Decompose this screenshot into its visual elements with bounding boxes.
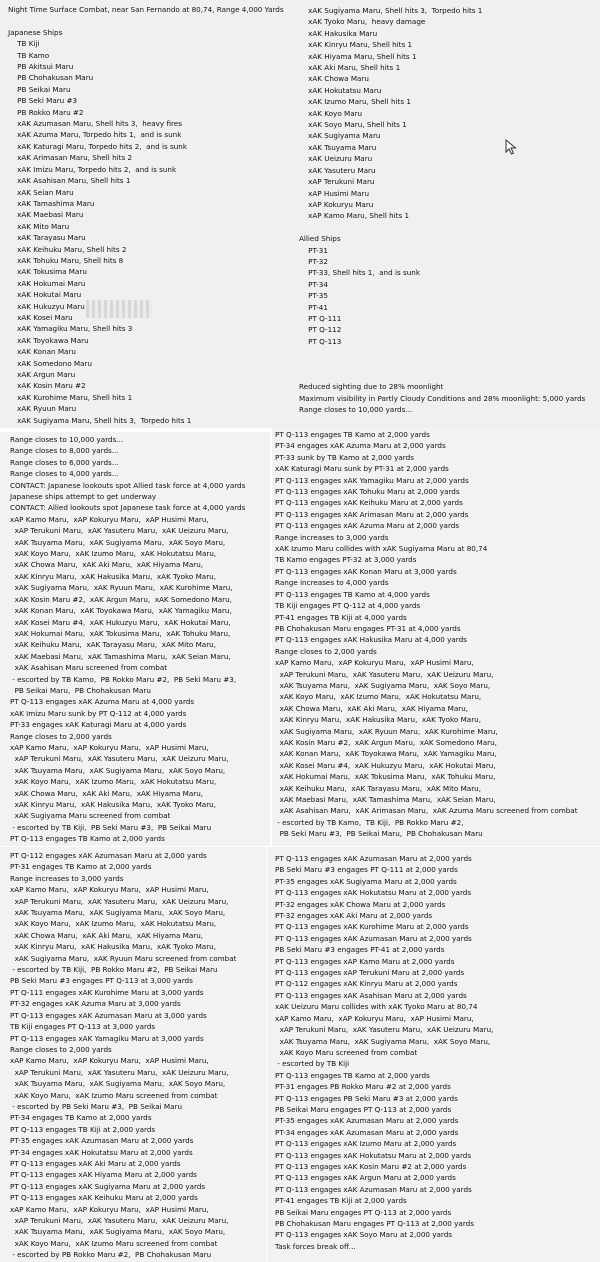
report-line: PT-33, Shell hits 1, and is sunk [299, 268, 421, 278]
report-line: - escorted by PB Seki Maru #3, PB Seikai Maru [10, 1101, 183, 1111]
report-line: Japanese Ships [8, 27, 63, 37]
report-line: xAK Kinryu Maru, Shell hits 1 [299, 40, 413, 50]
report-line: xAK Hokutatsu Maru [299, 85, 382, 95]
report-line: PT Q-113 engages TB Kamo at 2,000 yards [275, 1070, 430, 1080]
report-line: xAK Izumo Maru, Shell hits 1 [299, 97, 411, 107]
report-line: xAK Keihuku Maru, xAK Tarayasu Maru, xAK Mito Maru, [10, 640, 216, 650]
report-line: PT-34 engages xAK Hokutatsu Maru at 2,000 yards [10, 1147, 193, 1157]
report-line: - escorted by TB Kiji [275, 1059, 350, 1069]
report-line: xAP Kokuryu Maru [299, 199, 374, 209]
report-line: PT-32 engages xAK Aki Maru at 2,000 yards [275, 911, 433, 921]
report-line: xAP Terukuni Maru, xAK Yasuteru Maru, xAK Ueizuru Maru, [10, 754, 229, 764]
report-line: xAK Izumo Maru collides with xAK Sugiyama Maru at 80,74 [275, 544, 488, 554]
report-line: PT Q-112 engages xAK Kinryu Maru at 2,000 yards [275, 979, 458, 989]
report-line: xAK Imizu Maru sunk by PT Q-112 at 4,000 yards [10, 708, 187, 718]
report-line: xAK Hukuzyu Maru [8, 301, 85, 311]
report-line: PB Seikai Maru, PB Chohakusan Maru [10, 685, 151, 695]
report-line: - escorted by TB Kamo, TB Kiji, PB Rokko Maru #2, [275, 817, 464, 827]
report-line: xAP Kamo Maru, Shell hits 1 [299, 211, 410, 221]
report-line: xAK Mito Maru [8, 221, 70, 231]
report-line: xAK Hakusika Maru [299, 28, 378, 38]
report-line: PT Q-113 engages xAK Kurohime Maru at 2,000 yards [275, 922, 469, 932]
report-line: xAK Kosin Maru #2, xAK Argun Maru, xAK Somedono Maru, [275, 737, 497, 747]
combat-report-panel-1 [0, 0, 296, 428]
report-line: PT Q-113 engages TB Kamo at 4,000 yards [275, 589, 430, 599]
report-line: PT Q-113 engages xAK Keihuku Maru at 2,000 yards [10, 1193, 198, 1203]
report-line: Maximum visibility in Partly Cloudy Conditions and 28% moonlight: 5,000 yards [299, 393, 586, 403]
report-line: PT Q-113 engages xAK Yamagiku Maru at 3,000 yards [10, 1033, 204, 1043]
report-line: PT Q-111 [299, 313, 342, 323]
combat-report-panel-2 [296, 0, 600, 428]
report-line: PT Q-113 engages xAK Hokutatsu Maru at 2,000 yards [275, 888, 472, 898]
report-line: xAK Koyo Maru, xAK Izumo Maru screened from combat [10, 1238, 218, 1248]
report-line: xAK Konan Maru, xAK Toyokawa Maru, xAK Yamagiku Maru, [275, 749, 497, 759]
mouse-pointer-icon [505, 139, 517, 155]
report-line: xAK Sugiyama Maru screened from combat [10, 811, 171, 821]
report-line: PT Q-113 engages xAK Arimasan Maru at 2,000 yards [275, 509, 469, 519]
report-line: xAK Koyo Maru, xAK Izumo Maru, xAK Hokutatsu Maru, [10, 919, 217, 929]
report-line: xAK Hokutai Maru [8, 290, 82, 300]
report-line: xAK Tsuyama Maru [299, 142, 377, 152]
report-line: xAK Koyo Maru screened from combat [275, 1047, 418, 1057]
report-line: PT-34 engages xAK Azumasan Maru at 2,000 yards [275, 1127, 459, 1137]
report-line: PT Q-113 engages xAK Tohuku Maru at 2,000 yards [275, 487, 460, 497]
report-line: PT Q-113 engages xAK Keihuku Maru at 2,000 yards [275, 498, 463, 508]
report-line: PT Q-113 engages TB Kiji at 2,000 yards [10, 1124, 156, 1134]
report-line: xAK Asahisan Maru, xAK Arimasan Maru, xAK Azuma Maru screened from combat [275, 806, 578, 816]
report-line: PT Q-113 engages xAK Argun Maru at 2,000 yards [275, 1173, 456, 1183]
report-line: PB Seikai Maru engages PT Q-113 at 2,000 yards [275, 1104, 452, 1114]
report-line: PT Q-112 [299, 325, 342, 335]
report-line: PT Q-113 engages xAK Soyo Maru at 2,000 yards [275, 1230, 453, 1240]
report-line: PT-41 engages TB Kiji at 4,000 yards [275, 612, 407, 622]
report-line: PT-34 [299, 279, 328, 289]
report-line: xAP Kamo Maru, xAP Kokuryu Maru, xAP Husimi Maru, [275, 1013, 474, 1023]
report-line: PB Seki Maru #3, PB Seikai Maru, PB Chohakusan Maru [275, 829, 483, 839]
report-line: xAP Terukuni Maru, xAK Yasuteru Maru, xAK Ueizuru Maru, [10, 526, 229, 536]
report-line: xAK Sugiyama Maru [299, 131, 381, 141]
report-line: PB Seikai Maru [8, 84, 71, 94]
report-line: TB Kiji [8, 39, 40, 49]
report-line: xAK Konan Maru, xAK Toyokawa Maru, xAK Yamagiku Maru, [10, 606, 232, 616]
report-line: xAK Maebasi Maru, xAK Tamashima Maru, xAK Seian Maru, [10, 651, 231, 661]
report-line: PT-35 engages xAK Azumasan Maru at 2,000 yards [275, 1116, 459, 1126]
report-line: PT-34 engages xAK Azuma Maru at 2,000 yards [275, 441, 446, 451]
report-line: PT-32 [299, 256, 328, 266]
report-line: xAK Koyo Maru, xAK Izumo Maru screened from combat [10, 1090, 218, 1100]
report-line: PT Q-111 engages xAK Kurohime Maru at 3,000 yards [10, 987, 204, 997]
report-line: xAK Ryuun Maru [8, 404, 77, 414]
report-line [299, 370, 600, 381]
report-line: xAK Tsuyama Maru, xAK Sugiyama Maru, xAK Soyo Maru, [275, 680, 491, 690]
report-line: xAK Maebasi Maru, xAK Tamashima Maru, xAK Seian Maru, [275, 795, 496, 804]
report-line: Japanese ships attempt to get underway [10, 492, 157, 502]
report-line: PT Q-113 engages xAK Sugiyama Maru at 2,000 yards [10, 1181, 206, 1191]
report-line: xAK Hokumai Maru, xAK Tokusima Maru, xAK Tohuku Maru, [10, 628, 231, 638]
report-line: PT-35 [299, 291, 328, 301]
report-line: Night Time Surface Combat, near San Fernando at 80,74, Range 4,000 Yards [8, 5, 284, 14]
report-line: xAK Tsuyama Maru, xAK Sugiyama Maru, xAK Soyo Maru, [10, 908, 226, 918]
report-line: xAK Kinryu Maru, xAK Hakusika Maru, xAK Tyoko Maru, [10, 942, 217, 952]
report-line: xAP Terukuni Maru, xAK Yasuteru Maru, xAK Ueizuru Maru, [10, 896, 229, 906]
report-line: PT Q-113 engages xAK Yamagiku Maru at 2,000 yards [275, 475, 469, 485]
report-line: - escorted by TB Kamo, PB Rokko Maru #2, PB Seki Maru #3, [10, 674, 237, 684]
report-line: xAP Husimi Maru [299, 188, 370, 198]
report-line: - escorted by TB Kiji, PB Rokko Maru #2, PB Seikai Maru [10, 965, 218, 975]
report-line: PT Q-113 engages xAP Kamo Maru at 2,000 yards [275, 956, 455, 966]
report-line: PT Q-113 engages xAK Hokutatsu Maru at 2,000 yards [275, 1150, 472, 1160]
report-line: xAP Terukuni Maru, xAK Yasuteru Maru, xAK Ueizuru Maru, [275, 1025, 494, 1035]
report-line: PT-41 engages TB Kiji at 2,000 yards [275, 1196, 407, 1206]
report-line: xAK Hiyama Maru, Shell hits 1 [299, 51, 417, 61]
report-line: xAK Keihuku Maru, xAK Tarayasu Maru, xAK Mito Maru, [275, 783, 481, 793]
report-line: xAK Koyo Maru, xAK Izumo Maru, xAK Hokutatsu Maru, [10, 777, 217, 787]
report-line: xAK Maebasi Maru [8, 210, 84, 220]
report-line [299, 347, 600, 358]
report-line: xAK Tamashima Maru [8, 198, 95, 208]
report-line: xAK Arimasan Maru, Shell hits 2 [8, 153, 133, 163]
report-line: PT-31 engages PB Rokko Maru #2 at 2,000 yards [275, 1082, 451, 1092]
report-line: Range closes to 8,000 yards... [10, 446, 119, 456]
report-line: xAK Sugiyama Maru, Shell hits 3, Torpedo hits 1 [299, 6, 483, 15]
report-line: xAK Chowa Maru, xAK Aki Maru, xAK Hiyama Maru, [10, 930, 204, 940]
report-line: xAP Terukuni Maru, xAK Yasuteru Maru, xAK Ueizuru Maru, [10, 1216, 229, 1225]
report-line: PT Q-113 engages xAK Azuma Maru at 2,000 yards [275, 521, 460, 531]
report-line: xAK Azuma Maru, Torpedo hits 1, and is sunk [8, 130, 182, 140]
report-line: xAP Terukuni Maru [299, 177, 375, 187]
report-line: xAK Ueizuru Maru collides with xAK Tyoko Maru at 80,74 [275, 1002, 478, 1012]
report-line: Range closes to 2,000 yards [10, 731, 112, 741]
report-line: Range increases to 3,000 yards [275, 532, 389, 542]
report-line: PB Seki Maru #3 [8, 96, 78, 106]
combat-report-panel-3 [0, 432, 270, 846]
report-line: PT Q-113 engages xAK Hiyama Maru at 2,000 yards [10, 1170, 197, 1180]
report-line: xAP Kamo Maru, xAP Kokuryu Maru, xAP Husimi Maru, [10, 885, 209, 895]
combat-report-panel-6 [267, 847, 600, 1262]
report-line: xAK Sugiyama Maru, Shell hits 3, Torpedo hits 1 [8, 415, 192, 425]
report-line: xAK Tsuyama Maru, xAK Sugiyama Maru, xAK Soyo Maru, [10, 1227, 226, 1237]
report-line: Range closes to 10,000 yards... [299, 405, 413, 415]
report-line: Reduced sighting due to 28% moonlight [299, 382, 444, 392]
report-line: xAK Konan Maru [8, 347, 76, 357]
report-line: xAP Kamo Maru, xAP Kokuryu Maru, xAP Husimi Maru, [275, 658, 474, 668]
report-line: TB Kamo engages PT-32 at 3,000 yards [275, 555, 417, 565]
report-line: xAP Kamo Maru, xAP Kokuryu Maru, xAP Husimi Maru, [10, 1056, 209, 1066]
report-line: xAK Koyo Maru, xAK Izumo Maru, xAK Hokutatsu Maru, [10, 549, 217, 559]
report-line: xAK Kurohime Maru, Shell hits 1 [8, 392, 133, 402]
report-line: PB Seki Maru #3 engages PT-41 at 2,000 yards [275, 945, 445, 955]
report-line: PT Q-113 engages xAP Terukuni Maru at 2,000 yards [275, 968, 465, 978]
report-line: PB Akitsui Maru [8, 62, 74, 72]
report-line: PT Q-113 engages PB Seki Maru #3 at 2,000 yards [275, 1093, 458, 1103]
report-line: PT Q-113 engages xAK Azumasan Maru at 2,000 yards [275, 1184, 472, 1194]
report-line: PB Chohakusan Maru [8, 73, 94, 83]
report-line: xAK Sugiyama Maru, xAK Ryuun Maru screened from combat [10, 953, 237, 963]
report-line: PB Seki Maru #3 engages PT Q-113 at 3,000 yards [10, 976, 193, 986]
report-line [299, 222, 600, 233]
report-line: Range closes to 6,000 yards... [10, 457, 119, 467]
report-line: xAK Chowa Maru, xAK Aki Maru, xAK Hiyama Maru, [10, 560, 204, 570]
report-line: xAK Kinryu Maru, xAK Hakusika Maru, xAK Tyoko Maru, [10, 571, 217, 581]
report-line: TB Kiji engages PT Q-113 at 3,000 yards [10, 1022, 156, 1032]
report-line: PB Rokko Maru #2 [8, 107, 84, 117]
report-line: xAK Imizu Maru, Torpedo hits 2, and is sunk [8, 164, 177, 174]
report-line: Range closes to 4,000 yards... [10, 469, 119, 479]
report-line: xAK Kinryu Maru, xAK Hakusika Maru, xAK Tyoko Maru, [275, 715, 482, 725]
report-line: PT Q-113 engages xAK Asahisan Maru at 2,000 yards [275, 990, 467, 1000]
report-line: xAK Aki Maru, Shell hits 1 [299, 63, 401, 73]
report-line: xAK Hokumai Maru [8, 278, 86, 288]
report-line: PB Chohakusan Maru engages PT Q-113 at 2,000 yards [275, 1219, 474, 1228]
report-line: Range closes to 2,000 yards [10, 1044, 112, 1054]
report-line: xAK Kosei Maru #4, xAK Hukuzyu Maru, xAK Hokutai Maru, [275, 760, 496, 770]
report-line: PB Seikai Maru engages PT Q-113 at 2,000 yards [275, 1207, 452, 1217]
report-line: xAP Kamo Maru, xAP Kokuryu Maru, xAP Husimi Maru, [10, 742, 209, 752]
report-line: PT Q-113 engages xAK Hakusika Maru at 4,000 yards [275, 635, 467, 645]
report-line: xAK Tsuyama Maru, xAK Sugiyama Maru, xAK Soyo Maru, [10, 1079, 226, 1089]
report-line: xAP Kamo Maru, xAP Kokuryu Maru, xAP Husimi Maru, [10, 1204, 209, 1214]
report-line: PT Q-113 engages xAK Izumo Maru at 2,000 yards [275, 1139, 457, 1149]
report-line: xAK Seian Maru [8, 187, 74, 197]
report-line: xAK Katuragi Maru, Torpedo hits 2, and is sunk [8, 141, 187, 151]
report-line: PT Q-113 engages xAK Azumasan Maru at 2,000 yards [275, 854, 472, 863]
report-line: Task forces break off... [275, 1241, 356, 1251]
report-line: PB Chohakusan Maru engages PT-31 at 4,000 yards [275, 623, 461, 633]
report-line: xAK Toyokawa Maru [8, 335, 89, 345]
report-line: xAK Kosei Maru [8, 312, 73, 322]
report-line: xAK Sugiyama Maru, xAK Ryuun Maru, xAK Kurohime Maru, [10, 583, 233, 593]
report-line: PT Q-112 engages xAK Azumasan Maru at 2,000 yards [10, 851, 207, 860]
report-line: xAK Tsuyama Maru, xAK Sugiyama Maru, xAK Soyo Maru, [275, 1036, 491, 1046]
report-line: PT-32 engages xAK Azuma Maru at 3,000 yards [10, 999, 181, 1009]
report-line: PT Q-113 engages TB Kamo at 2,000 yards [10, 834, 165, 844]
report-line: xAK Kosin Maru #2, xAK Argun Maru, xAK Somedono Maru, [10, 594, 232, 604]
report-line: TB Kamo [8, 50, 50, 60]
report-line: PT-31 engages TB Kamo at 2,000 yards [10, 862, 152, 872]
report-line: xAK Kosin Maru #2 [8, 381, 86, 391]
report-line: xAK Koyo Maru [299, 108, 363, 118]
report-line: PT-35 engages xAK Azumasan Maru at 2,000 yards [10, 1136, 194, 1146]
report-line: Range closes to 10,000 yards... [10, 435, 124, 444]
report-line: xAK Koyo Maru, xAK Izumo Maru, xAK Hokutatsu Maru, [275, 692, 482, 702]
report-line: PT Q-113 engages xAK Azumasan Maru at 2,000 yards [275, 933, 472, 943]
report-line: xAK Somedono Maru [8, 358, 93, 368]
report-line: xAK Katuragi Maru sunk by PT-31 at 2,000 yards [275, 464, 449, 474]
report-line: PT Q-113 engages TB Kamo at 2,000 yards [275, 430, 430, 439]
report-line: xAK Sugiyama Maru, xAK Ryuun Maru, xAK Kurohime Maru, [275, 726, 498, 736]
report-line: xAK Chowa Maru, xAK Aki Maru, xAK Hiyama Maru, [10, 788, 204, 798]
report-line: xAK Chowa Maru, xAK Aki Maru, xAK Hiyama Maru, [275, 703, 469, 713]
report-line: PT Q-113 engages xAK Konan Maru at 3,000 yards [275, 566, 457, 576]
report-line: Range increases to 4,000 yards [275, 578, 389, 588]
report-line: xAK Asahisan Maru, Shell hits 1 [8, 176, 131, 186]
report-line: xAK Tsuyama Maru, xAK Sugiyama Maru, xAK Soyo Maru, [10, 765, 226, 775]
report-line: PT Q-113 engages xAK Azuma Maru at 4,000 yards [10, 697, 195, 707]
report-line: xAK Argun Maru [8, 370, 76, 379]
report-line: xAK Tarayasu Maru [8, 233, 86, 243]
report-line: xAK Ueizuru Maru [299, 154, 373, 164]
report-line: xAK Tohuku Maru, Shell hits 8 [8, 255, 124, 265]
report-line: xAK Yamagiku Maru, Shell hits 3 [8, 324, 133, 334]
report-line: xAK Soyo Maru, Shell hits 1 [299, 120, 407, 130]
report-line: PT-31 [299, 245, 328, 255]
report-line [8, 15, 296, 26]
report-line: PT-41 [299, 302, 328, 312]
report-line: Range increases to 3,000 yards [10, 873, 124, 883]
combat-report-panel-5 [0, 847, 266, 1262]
report-line: PT-32 engages xAK Chowa Maru at 2,000 yards [275, 899, 446, 909]
report-line: PB Seki Maru #3 engages PT Q-111 at 2,000 yards [275, 865, 458, 875]
report-line: xAK Tsuyama Maru, xAK Sugiyama Maru, xAK Soyo Maru, [10, 537, 226, 547]
report-line: xAK Tyoko Maru, heavy damage [299, 17, 426, 27]
combat-report-panel-4 [272, 427, 600, 846]
report-line: xAK Yasuteru Maru [299, 165, 376, 175]
report-line: PT Q-113 [299, 336, 342, 346]
report-line: xAK Chowa Maru [299, 74, 369, 84]
report-line: CONTACT: Japanese lookouts spot Allied task force at 4,000 yards [10, 480, 246, 490]
report-line: xAP Terukuni Maru, xAK Yasuteru Maru, xAK Ueizuru Maru, [275, 669, 494, 679]
report-line: Range closes to 2,000 yards [275, 646, 377, 656]
report-line: PT-33 sunk by TB Kamo at 2,000 yards [275, 452, 414, 462]
report-line: PT Q-113 engages xAK Aki Maru at 2,000 yards [10, 1158, 181, 1168]
redacted-overlay [86, 300, 152, 318]
report-line [299, 359, 600, 370]
report-line: PT-35 engages xAK Sugiyama Maru at 2,000 yards [275, 876, 457, 886]
report-line: xAK Kosei Maru #4, xAK Hukuzyu Maru, xAK Hokutai Maru, [10, 617, 231, 627]
report-line: xAP Terukuni Maru, xAK Yasuteru Maru, xAK Ueizuru Maru, [10, 1067, 229, 1077]
report-line: CONTACT: Allied lookouts spot Japanese task force at 4,000 yards [10, 503, 246, 513]
report-line: xAK Keihuku Maru, Shell hits 2 [8, 244, 127, 254]
report-line: xAK Azumasan Maru, Shell hits 3, heavy fires [8, 119, 182, 129]
report-line: - escorted by TB Kiji, PB Seki Maru #3, PB Seikai Maru [10, 822, 212, 832]
report-line: - escorted by PB Rokko Maru #2, PB Chohakusan Maru [10, 1250, 212, 1260]
report-line: PT-34 engages TB Kamo at 2,000 yards [10, 1113, 152, 1123]
report-line: xAK Hokumai Maru, xAK Tokusima Maru, xAK Tohuku Maru, [275, 772, 496, 782]
report-line: PT Q-113 engages xAK Kosin Maru #2 at 2,000 yards [275, 1161, 467, 1171]
report-line: Allied Ships [299, 234, 341, 244]
report-line: xAK Kinryu Maru, xAK Hakusika Maru, xAK Tyoko Maru, [10, 800, 217, 809]
report-line: PT-33 engages xAK Katuragi Maru at 4,000 yards [10, 720, 187, 730]
report-line: xAP Kamo Maru, xAP Kokuryu Maru, xAP Husimi Maru, [10, 514, 209, 524]
report-line: TB Kiji engages PT Q-112 at 4,000 yards [275, 601, 421, 611]
report-line: PT Q-113 engages xAK Azumasan Maru at 3,000 yards [10, 1010, 207, 1020]
report-line: xAK Asahisan Maru screened from combat [10, 663, 168, 673]
report-line: xAK Tokusima Maru [8, 267, 87, 277]
